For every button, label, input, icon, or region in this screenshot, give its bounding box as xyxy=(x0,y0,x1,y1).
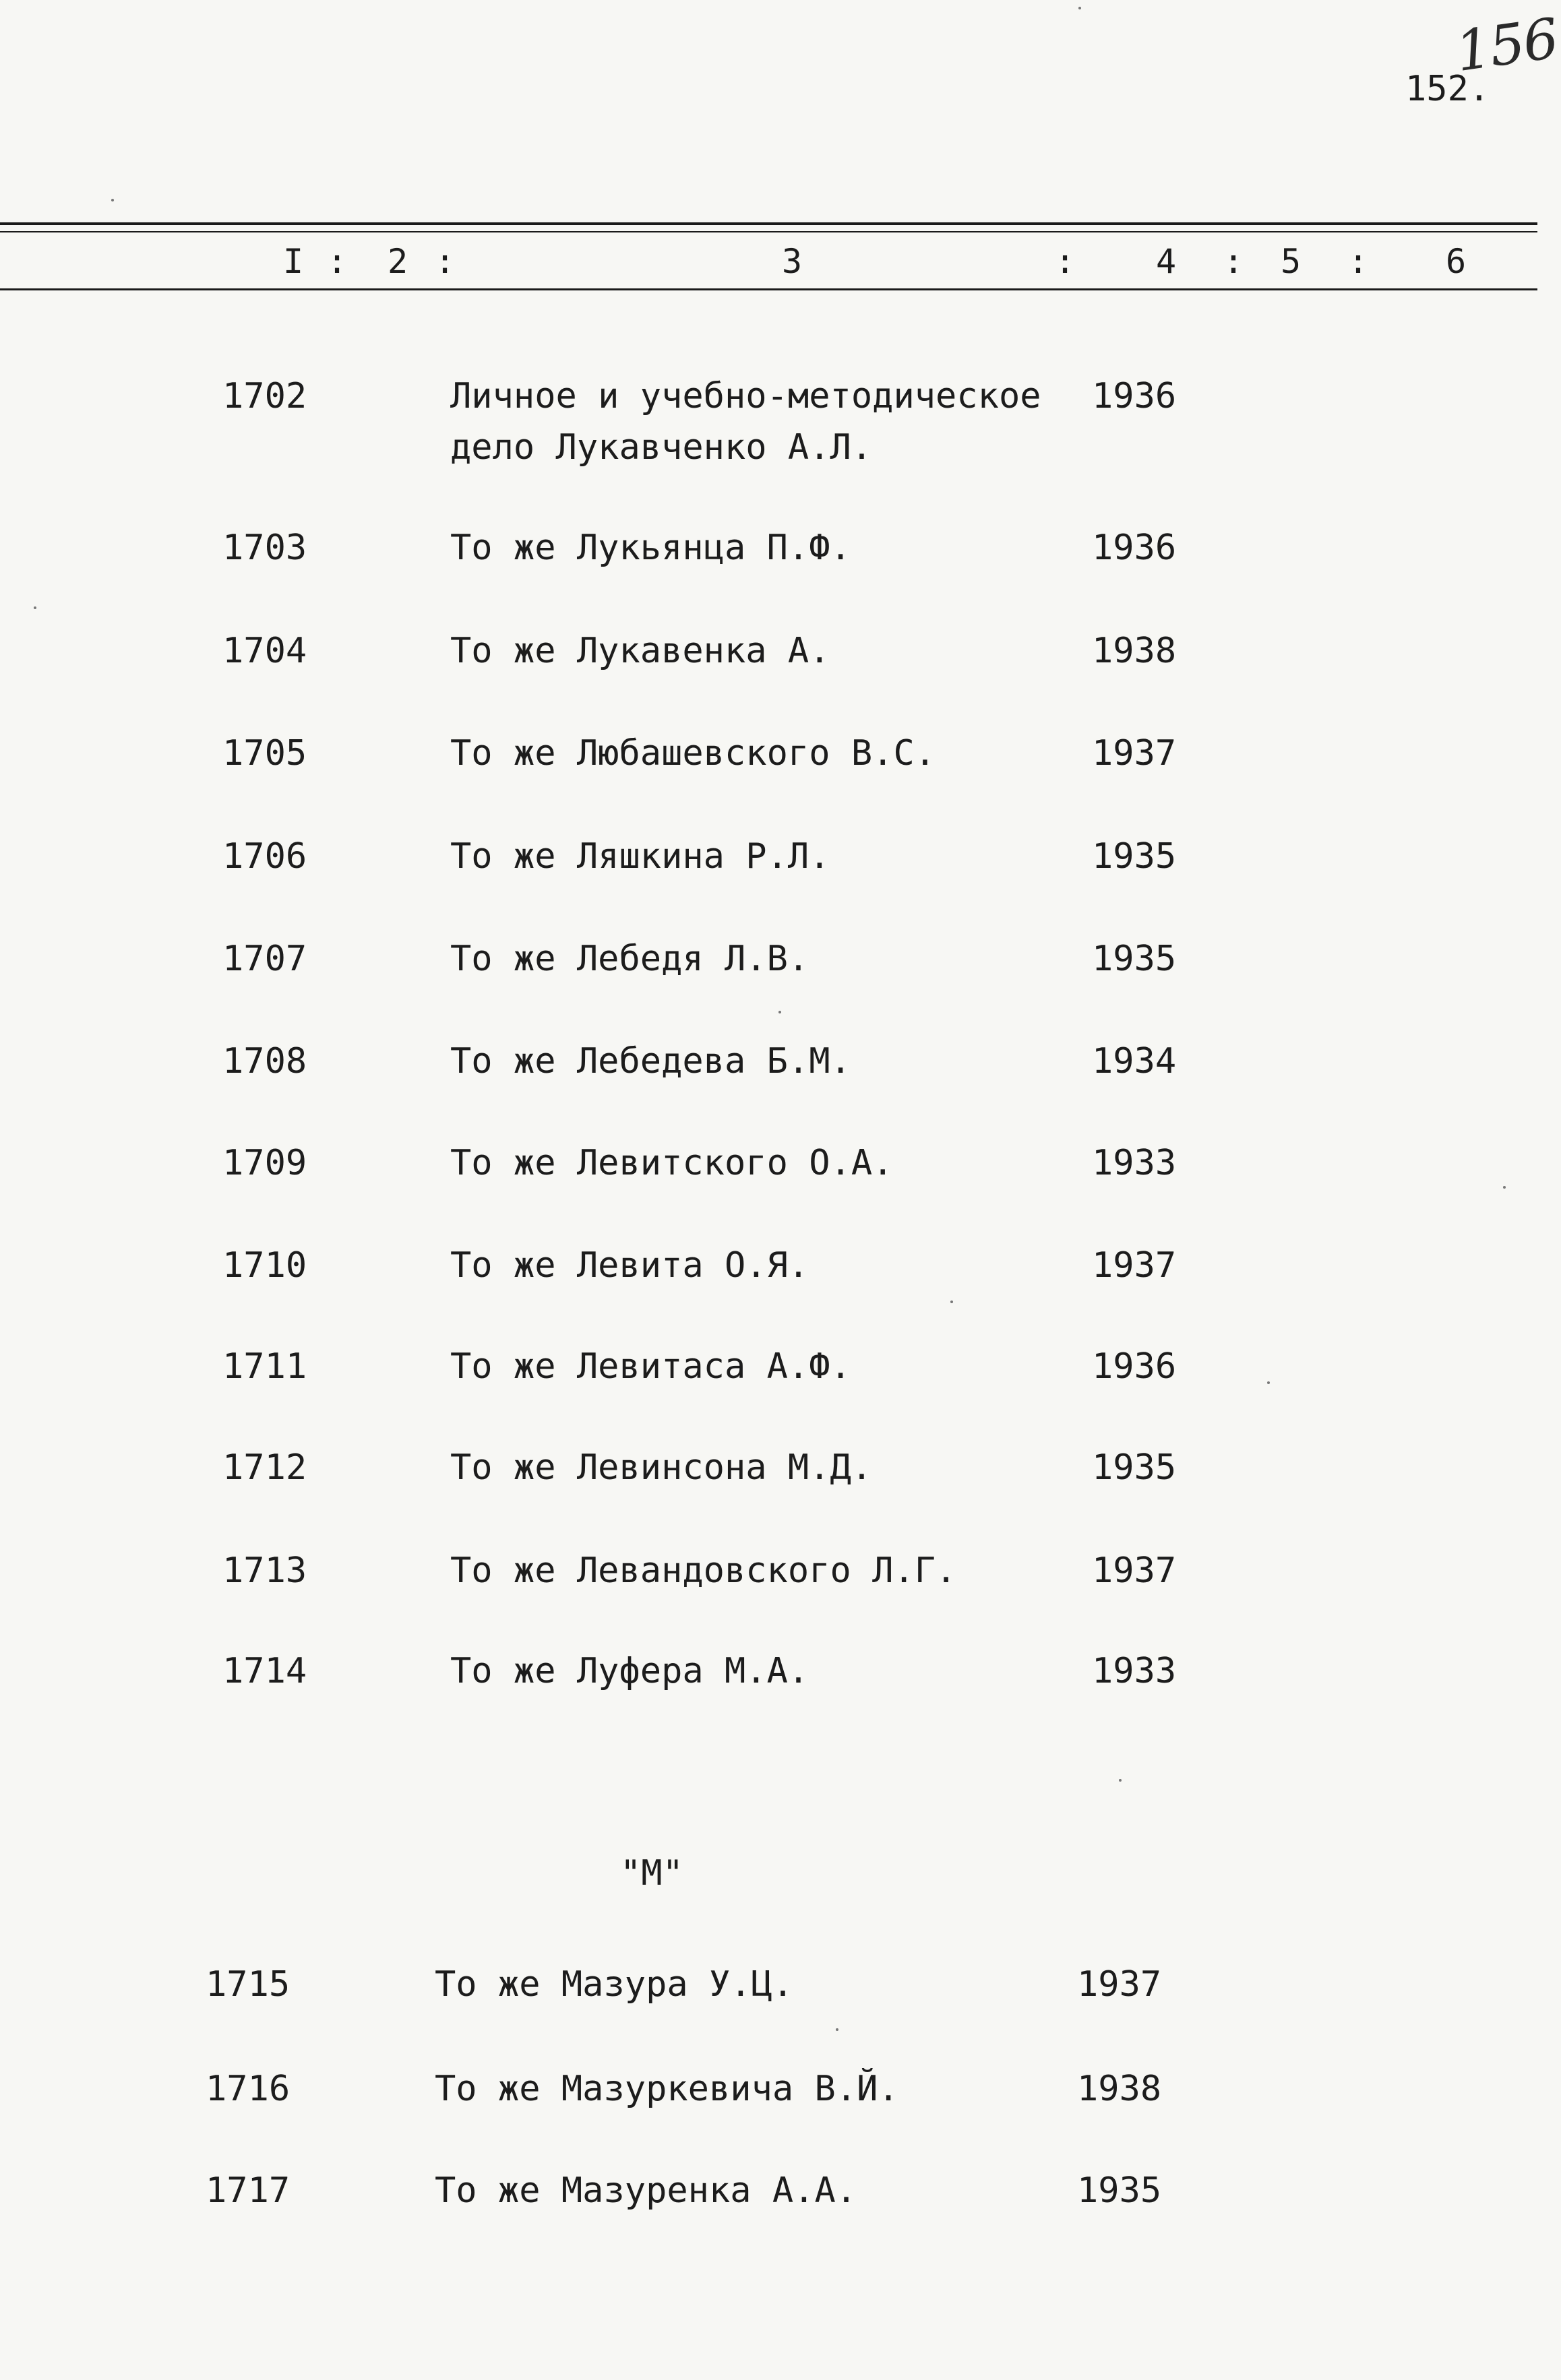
item-title: Личное и учебно-методическое дело Лукавченко А.Л. xyxy=(450,376,1041,468)
column-header-4: 4 xyxy=(1156,242,1177,281)
item-number: 1708 xyxy=(222,1041,307,1082)
item-number: 1715 xyxy=(206,1964,290,2005)
item-title: То же Любашевского В.С. xyxy=(450,733,936,774)
column-header-1: I xyxy=(283,242,304,281)
folio-number-handwritten: 156 xyxy=(1452,6,1561,85)
item-title: То же Лукавенка А. xyxy=(450,631,830,671)
item-year: 1934 xyxy=(1092,1041,1177,1082)
scan-speck xyxy=(1119,1779,1122,1782)
scan-speck xyxy=(1503,1186,1506,1189)
item-year: 1937 xyxy=(1077,1964,1162,2005)
item-number: 1707 xyxy=(222,939,307,979)
item-year: 1936 xyxy=(1092,528,1177,568)
column-header-6: 6 xyxy=(1446,242,1467,281)
column-separator: : xyxy=(1055,242,1076,281)
item-title: То же Левинсона М.Д. xyxy=(450,1447,873,1488)
item-number: 1717 xyxy=(206,2170,290,2211)
item-number: 1709 xyxy=(222,1143,307,1183)
item-number: 1705 xyxy=(222,733,307,774)
scan-speck xyxy=(111,199,114,201)
item-year: 1935 xyxy=(1092,1447,1177,1488)
item-title: То же Лебедева Б.М. xyxy=(450,1041,851,1082)
item-title: То же Мазура У.Ц. xyxy=(435,1964,794,2005)
header-rule-top-inner xyxy=(0,231,1537,232)
item-year: 1936 xyxy=(1092,376,1177,416)
scan-speck xyxy=(778,1011,781,1013)
column-separator: : xyxy=(1348,242,1369,281)
item-year: 1937 xyxy=(1092,1245,1177,1286)
item-number: 1702 xyxy=(222,376,307,416)
item-title: То же Лукьянца П.Ф. xyxy=(450,528,851,568)
item-year: 1937 xyxy=(1092,1551,1177,1591)
section-heading-m: "М" xyxy=(620,1853,683,1893)
item-title: То же Лебедя Л.В. xyxy=(450,939,809,979)
item-number: 1703 xyxy=(222,528,307,568)
column-separator: : xyxy=(435,242,456,281)
item-title: То же Левитского О.А. xyxy=(450,1143,894,1183)
scan-speck xyxy=(34,606,36,609)
item-year: 1938 xyxy=(1077,2069,1162,2109)
column-separator: : xyxy=(327,242,348,281)
item-year: 1933 xyxy=(1092,1143,1177,1183)
item-title: То же Левитаса А.Ф. xyxy=(450,1346,851,1387)
folio-number-typed: 152. xyxy=(1405,69,1490,109)
item-number: 1710 xyxy=(222,1245,307,1286)
item-year: 1937 xyxy=(1092,733,1177,774)
header-rule-bottom xyxy=(0,288,1537,290)
scan-speck xyxy=(836,2028,838,2031)
header-rule-top xyxy=(0,222,1537,225)
item-number: 1716 xyxy=(206,2069,290,2109)
item-title: То же Луфера М.А. xyxy=(450,1651,809,1691)
column-header-2: 2 xyxy=(388,242,408,281)
item-year: 1936 xyxy=(1092,1346,1177,1387)
item-number: 1706 xyxy=(222,836,307,877)
item-number: 1711 xyxy=(222,1346,307,1387)
column-header-3: 3 xyxy=(782,242,803,281)
item-title: То же Левандовского Л.Г. xyxy=(450,1551,957,1591)
item-year: 1935 xyxy=(1077,2170,1162,2211)
column-header-5: 5 xyxy=(1281,242,1302,281)
item-title: То же Мазуренка А.А. xyxy=(435,2170,857,2211)
item-year: 1938 xyxy=(1092,631,1177,671)
item-number: 1704 xyxy=(222,631,307,671)
scan-speck xyxy=(1078,7,1081,9)
item-title: То же Левита О.Я. xyxy=(450,1245,809,1286)
item-year: 1935 xyxy=(1092,939,1177,979)
item-number: 1713 xyxy=(222,1551,307,1591)
item-title: То же Ляшкина Р.Л. xyxy=(450,836,830,877)
item-title: То же Мазуркевича В.Й. xyxy=(435,2069,899,2109)
column-separator: : xyxy=(1223,242,1244,281)
item-number: 1714 xyxy=(222,1651,307,1691)
scan-speck xyxy=(1267,1381,1270,1384)
item-year: 1935 xyxy=(1092,836,1177,877)
item-number: 1712 xyxy=(222,1447,307,1488)
scan-speck xyxy=(950,1301,953,1303)
item-year: 1933 xyxy=(1092,1651,1177,1691)
